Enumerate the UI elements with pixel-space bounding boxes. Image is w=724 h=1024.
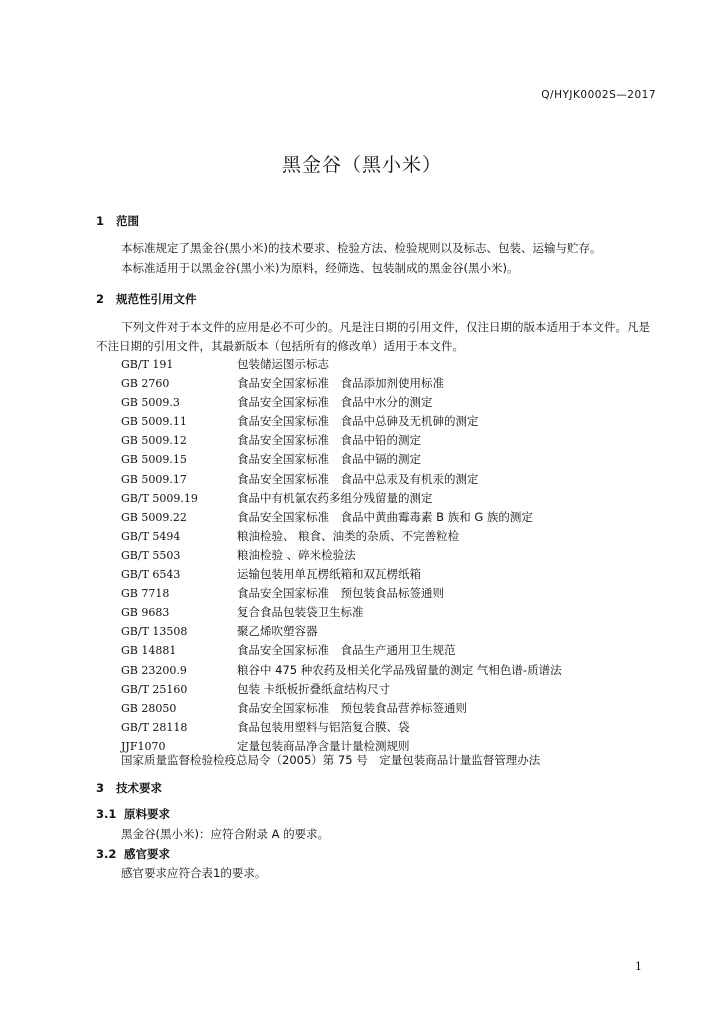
subsection-3-1-text: 黑金谷(黑小米)：应符合附录 A 的要求。 xyxy=(121,827,330,841)
reference-title: 粮谷中 475 种农药及相关化学品残留量的测定 气相色谱-质谱法 xyxy=(237,662,562,677)
page-title: 黑金谷（黑小米） xyxy=(281,154,442,176)
subsection-3-2-heading xyxy=(96,846,170,862)
reference-code: GB/T 5494 xyxy=(121,529,181,543)
reference-code: GB/T 6543 xyxy=(121,568,181,582)
page-number: 1 xyxy=(635,960,642,973)
reference-row xyxy=(121,546,562,565)
reference-row xyxy=(121,641,562,660)
reference-title: 食品安全国家标准 食品中水分的测定 xyxy=(237,395,433,410)
section-2-heading xyxy=(96,291,197,307)
section-1-title: 范围 xyxy=(116,214,139,228)
subsection-3-1-number: 3.1 xyxy=(96,807,117,821)
reference-title: 粮油检验 、碎米检验法 xyxy=(237,547,356,562)
reference-row xyxy=(121,584,562,603)
reference-title: 食品包装用塑料与铝箔复合膜、袋 xyxy=(237,719,410,734)
reference-row xyxy=(121,470,562,489)
reference-code: GB 5009.17 xyxy=(121,472,187,486)
reference-row xyxy=(121,527,562,546)
section-1-paragraph-1: 本标准规定了黑金谷(黑小米)的技术要求、检验方法、检验规则以及标志、包装、运输与贮存。 xyxy=(121,241,602,255)
reference-row xyxy=(121,661,562,680)
reference-title: 食品安全国家标准 食品生产通用卫生规范 xyxy=(237,643,456,658)
subsection-3-1-title: 原料要求 xyxy=(124,807,170,821)
reference-code: GB 9683 xyxy=(121,606,170,620)
reference-title: 聚乙烯吹塑容器 xyxy=(237,624,318,639)
reference-row xyxy=(121,603,562,622)
subsection-3-2-number: 3.2 xyxy=(96,847,117,861)
reference-row xyxy=(121,374,562,393)
reference-code: GB 5009.3 xyxy=(121,396,180,410)
reference-row xyxy=(121,508,562,527)
reference-row xyxy=(121,412,562,431)
reference-title: 食品中有机氯农药多组分残留量的测定 xyxy=(237,490,433,505)
section-2-number: 2 xyxy=(96,292,105,306)
reference-code: GB/T 28118 xyxy=(121,720,188,734)
reference-row xyxy=(121,355,562,374)
reference-row xyxy=(121,718,562,737)
reference-row xyxy=(121,489,562,508)
decree-reference: 国家质量监督检验检疫总局令（2005）第 75 号 定量包装商品计量监督管理办法 xyxy=(121,753,541,767)
reference-title: 包装储运图示标志 xyxy=(237,357,329,371)
reference-title: 食品安全国家标准 食品中总汞及有机汞的测定 xyxy=(237,471,479,486)
reference-code: GB 5009.12 xyxy=(121,434,187,448)
subsection-3-2-title: 感官要求 xyxy=(124,847,170,861)
section-3-title: 技术要求 xyxy=(116,781,162,795)
reference-title: 运输包装用单瓦楞纸箱和双瓦楞纸箱 xyxy=(237,567,421,582)
reference-code: GB 14881 xyxy=(121,644,177,658)
reference-code: GB 28050 xyxy=(121,701,177,715)
reference-row xyxy=(121,450,562,469)
reference-code: GB/T 5009.19 xyxy=(121,491,198,505)
reference-code: GB/T 5503 xyxy=(121,548,181,562)
reference-code: GB 2760 xyxy=(121,377,170,391)
reference-title: 粮油检验、 粮食、油类的杂质、不完善粒检 xyxy=(237,528,460,543)
document-code: Q/HYJK0002S—2017 xyxy=(541,89,656,101)
subsection-3-1-heading xyxy=(96,806,170,822)
section-1-paragraph-2: 本标准适用于以黑金谷(黑小米)为原料，经筛选、包装制成的黑金谷(黑小米)。 xyxy=(121,261,519,275)
reference-title: 复合食品包装袋卫生标准 xyxy=(237,605,364,620)
reference-code: GB 23200.9 xyxy=(121,663,187,677)
reference-title: 包装 卡纸板折叠纸盒结构尺寸 xyxy=(237,681,391,696)
reference-code: GB 5009.15 xyxy=(121,453,187,467)
reference-code: GB/T 191 xyxy=(121,358,174,371)
reference-code: GB 5009.22 xyxy=(121,510,187,524)
section-1-number: 1 xyxy=(96,214,105,228)
reference-list xyxy=(121,355,562,756)
reference-title: 食品安全国家标准 食品中总砷及无机砷的测定 xyxy=(237,414,479,429)
reference-code: JJF1070 xyxy=(121,739,166,753)
section-3-heading xyxy=(96,780,162,796)
reference-title: 食品安全国家标准 食品添加剂使用标准 xyxy=(237,376,444,391)
reference-title: 食品安全国家标准 食品中镉的测定 xyxy=(237,452,421,467)
section-2-title: 规范性引用文件 xyxy=(116,292,197,306)
reference-code: GB/T 13508 xyxy=(121,625,188,639)
reference-title: 食品安全国家标准 预包装食品营养标签通则 xyxy=(237,700,467,715)
reference-title: 定量包装商品净含量计量检测规则 xyxy=(237,738,410,753)
reference-title: 食品安全国家标准 食品中铅的测定 xyxy=(237,433,421,448)
section-3-number: 3 xyxy=(96,781,105,795)
reference-code: GB 5009.11 xyxy=(121,415,187,429)
section-1-heading xyxy=(96,213,139,229)
reference-row xyxy=(121,622,562,641)
reference-row xyxy=(121,680,562,699)
reference-title: 食品安全国家标准 食品中黄曲霉毒素 B 族和 G 族的测定 xyxy=(237,509,533,524)
reference-title: 食品安全国家标准 预包装食品标签通则 xyxy=(237,586,444,601)
section-2-intro: 下列文件对于本文件的应用是必不可少的。凡是注日期的引用文件，仅注日期的版本适用于本文件。凡是不注日期的引用文件，其最新版本（包括所有的修改单）适用于本文件。 xyxy=(96,320,650,353)
reference-row xyxy=(121,431,562,450)
reference-code: GB/T 25160 xyxy=(121,682,188,696)
reference-row xyxy=(121,393,562,412)
reference-row xyxy=(121,699,562,718)
reference-code: GB 7718 xyxy=(121,587,170,601)
subsection-3-2-text: 感官要求应符合表1的要求。 xyxy=(121,866,267,880)
reference-row xyxy=(121,565,562,584)
